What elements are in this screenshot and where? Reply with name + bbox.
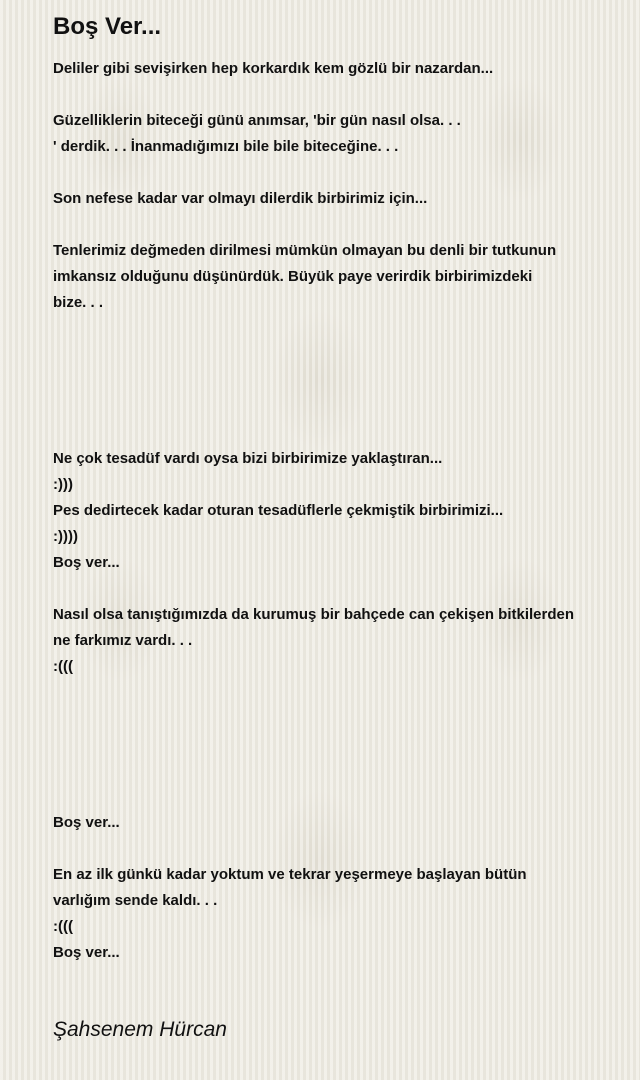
poem-line: bize. . . (53, 294, 104, 311)
stanza-2 (53, 108, 633, 160)
poem-line: Son nefese kadar var olmayı dilerdik birbirimiz için... (53, 190, 428, 207)
stanza-8 (53, 862, 633, 966)
poem-line: :((( (53, 918, 73, 935)
poem-title: Boş Ver... (53, 13, 162, 40)
stanza-7 (53, 810, 633, 836)
poem-line: varlığım sende kaldı. . . (53, 892, 218, 909)
stanza-4 (53, 238, 633, 316)
poem-line: ne farkımız vardı. . . (53, 632, 193, 649)
stanza-5 (53, 446, 633, 576)
poem-container (53, 12, 633, 966)
stanza-1 (53, 56, 633, 82)
poem-line: Ne çok tesadüf vardı oysa bizi birbirimize yaklaştıran... (53, 450, 443, 467)
poem-line: :))) (53, 476, 73, 493)
author-name: Şahsenem Hürcan (53, 1018, 227, 1041)
poem-line: Güzelliklerin biteceği günü anımsar, 'bir gün nasıl olsa. . . (53, 112, 461, 129)
poem-line: :((( (53, 658, 73, 675)
stanza-6 (53, 602, 633, 680)
poem-line: Nasıl olsa tanıştığımızda da kurumuş bir bahçede can çekişen bitkilerden (53, 606, 575, 623)
poem-line: Tenlerimiz değmeden dirilmesi mümkün olmayan bu denli bir tutkunun (53, 242, 557, 259)
poem-line: Boş ver... (53, 814, 120, 831)
poem-line: ' derdik. . . İnanmadığımızı bile bile biteceğine. . . (53, 138, 399, 155)
poem-line: Boş ver... (53, 554, 120, 571)
stanza-3 (53, 186, 633, 212)
poem-line: Boş ver... (53, 944, 120, 961)
poem-line: Pes dedirtecek kadar oturan tesadüflerle çekmiştik birbirimizi... (53, 502, 504, 519)
poem-line: Deliler gibi sevişirken hep korkardık kem gözlü bir nazardan... (53, 60, 494, 77)
poem-line: imkansız olduğunu düşünürdük. Büyük paye verirdik birbirimizdeki (53, 268, 533, 285)
poem-line: :)))) (53, 528, 78, 545)
poem-line: En az ilk günkü kadar yoktum ve tekrar yeşermeye başlayan bütün (53, 866, 527, 883)
